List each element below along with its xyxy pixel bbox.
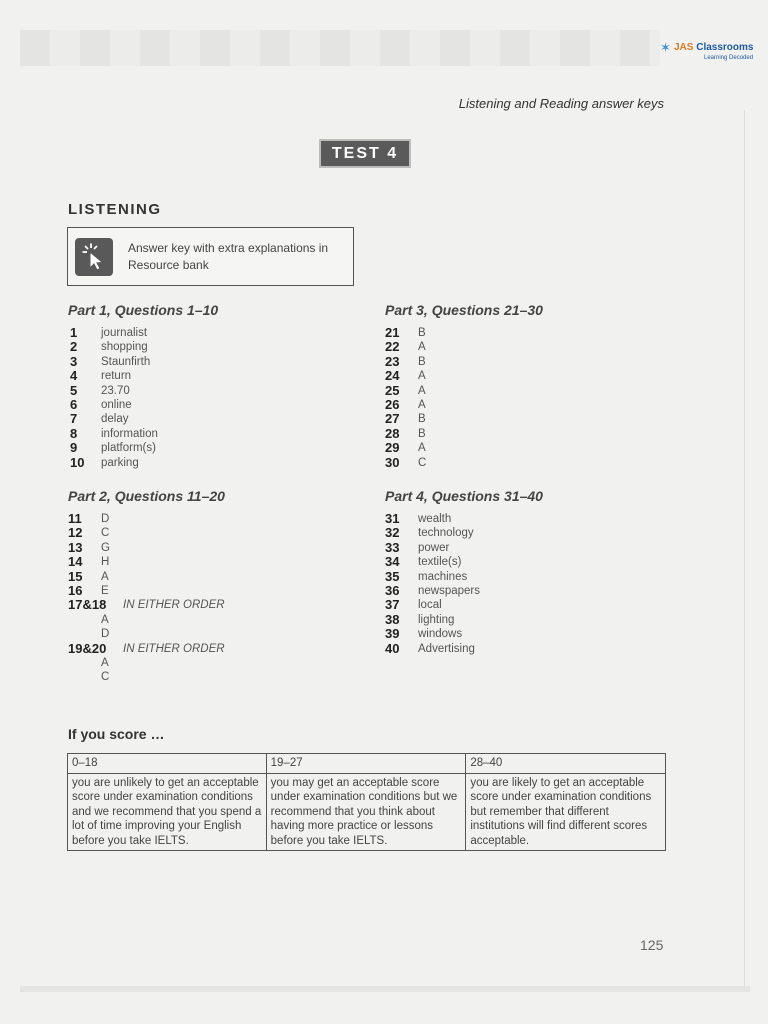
part-1-answers [70, 326, 250, 470]
question-number: 10 [70, 454, 85, 470]
answer-text: lighting [418, 613, 455, 626]
question-number: 13 [68, 539, 83, 555]
score-range-row [68, 754, 666, 774]
answer-row [70, 355, 250, 369]
answer-text: online [101, 398, 132, 411]
question-number: 5 [70, 382, 78, 398]
question-number: 27 [385, 411, 400, 427]
answer-row [70, 456, 250, 470]
score-advice-cell: you are likely to get an acceptable score under examination conditions but remember that different institutions will find different scores acceptable. [466, 773, 666, 851]
answer-row [385, 613, 585, 627]
answer-row [70, 369, 250, 383]
answer-row [68, 642, 268, 656]
question-number: 7 [70, 411, 78, 427]
answer-row [385, 412, 565, 426]
answer-row [385, 326, 565, 340]
question-number: 9 [70, 440, 78, 456]
answer-text: A [418, 370, 426, 383]
section-heading: LISTENING [68, 201, 162, 218]
answer-row [68, 598, 268, 612]
answer-text: H [101, 556, 110, 569]
part-2-answers [68, 512, 268, 685]
answer-row [385, 584, 585, 598]
star-logo-icon: ✶ [660, 40, 671, 55]
answer-text: B [418, 427, 426, 440]
question-number: 32 [385, 525, 400, 541]
answer-row [385, 384, 565, 398]
answer-text: C [101, 671, 110, 684]
answer-row [70, 340, 250, 354]
part-3-title: Part 3, Questions 21–30 [385, 302, 543, 318]
score-advice-cell: you are unlikely to get an acceptable score under examination conditions and we recommend that you spend a lot of time improving your English before you take IELTS. [68, 773, 267, 851]
answer-text: D [101, 513, 110, 525]
question-number: 22 [385, 339, 400, 355]
score-table [67, 753, 666, 851]
question-number: 35 [385, 568, 400, 584]
resource-bank-text: Answer key with extra explanations in Resource bank [128, 241, 329, 272]
answer-row [68, 656, 268, 670]
answer-row [70, 412, 250, 426]
answer-text: newspapers [418, 584, 481, 597]
question-number: 26 [385, 396, 400, 412]
question-number: 39 [385, 626, 400, 642]
answer-text: A [418, 341, 426, 354]
answer-text: 23.70 [101, 384, 130, 397]
question-number: 11 [68, 511, 82, 526]
part-2-title: Part 2, Questions 11–20 [68, 488, 225, 504]
answer-row [68, 627, 268, 641]
question-number: 34 [385, 554, 400, 570]
answer-text: power [418, 541, 450, 554]
score-advice-row [68, 773, 666, 851]
answer-row [385, 441, 565, 455]
question-number: 15 [68, 568, 83, 584]
logo-brand: JAS Classrooms [674, 42, 754, 53]
question-number: 14 [68, 554, 83, 570]
question-number: 38 [385, 611, 400, 627]
answer-text: B [418, 413, 426, 426]
answer-text: textile(s) [418, 556, 462, 569]
answer-row [68, 555, 268, 569]
question-number: 24 [385, 368, 400, 384]
answer-row [70, 326, 250, 340]
part-3-answers [385, 326, 565, 470]
question-number: 25 [385, 382, 400, 398]
score-range-cell: 19–27 [266, 754, 466, 774]
answer-row [68, 570, 268, 584]
question-number: 1 [70, 325, 78, 340]
answer-row [68, 613, 268, 627]
answer-text: A [101, 570, 109, 583]
answer-row [68, 584, 268, 598]
question-number: 3 [70, 353, 78, 369]
answer-text: A [418, 398, 426, 411]
answer-row [385, 355, 565, 369]
answer-row [385, 526, 585, 540]
question-number: 16 [68, 582, 83, 598]
question-number: 37 [385, 597, 400, 613]
question-number: 30 [385, 454, 400, 470]
part-4-title: Part 4, Questions 31–40 [385, 488, 543, 504]
answer-text: Advertising [418, 642, 475, 655]
answer-row [385, 541, 585, 555]
answer-row [70, 441, 250, 455]
jas-classrooms-logo [660, 42, 764, 66]
resource-bank-box [67, 227, 354, 286]
answer-row [385, 427, 565, 441]
answer-row [68, 512, 268, 526]
answer-row [385, 642, 585, 656]
answer-row [68, 526, 268, 540]
question-number: 2 [70, 339, 78, 355]
answer-text: Staunfirth [101, 355, 151, 368]
part-1-title: Part 1, Questions 1–10 [68, 302, 219, 318]
answer-row [385, 598, 585, 612]
answer-text: journalist [101, 327, 148, 339]
question-number: 17&18 [68, 597, 107, 613]
answer-text: A [101, 656, 109, 669]
answer-text: G [101, 541, 110, 554]
question-number: 8 [70, 425, 78, 441]
answer-text: E [101, 584, 109, 597]
answer-note: IN EITHER ORDER [123, 599, 225, 612]
answer-text: B [418, 327, 426, 339]
answer-text: technology [418, 527, 474, 540]
question-number: 31 [385, 511, 400, 526]
answer-text: machines [418, 570, 468, 583]
answer-row [68, 670, 268, 684]
question-number: 40 [385, 640, 400, 656]
question-number: 19&20 [68, 640, 107, 656]
question-number: 23 [385, 353, 400, 369]
answer-row [70, 427, 250, 441]
answer-text: information [101, 427, 158, 440]
answer-text: local [418, 599, 442, 612]
question-number: 12 [68, 525, 83, 541]
answer-row [385, 456, 565, 470]
question-number: 33 [385, 539, 400, 555]
score-range-cell: 28–40 [466, 754, 666, 774]
answer-row [385, 398, 565, 412]
answer-text: shopping [101, 341, 148, 354]
logo-tagline: Learning Decoded [704, 55, 754, 61]
question-number: 29 [385, 440, 400, 456]
answer-text: A [418, 384, 426, 397]
question-number: 6 [70, 396, 78, 412]
score-advice-cell: you may get an acceptable score under examination conditions but we recommend that you think about having more practice or lessons before you take IELTS. [266, 773, 466, 851]
test-badge: TEST 4 [319, 139, 411, 168]
answer-text: delay [101, 413, 129, 426]
answer-row [385, 627, 585, 641]
answer-text: return [101, 370, 132, 383]
score-heading: If you score … [68, 726, 165, 742]
answer-note: IN EITHER ORDER [123, 642, 225, 655]
question-number: 21 [385, 325, 400, 340]
score-range-cell: 0–18 [68, 754, 267, 774]
answer-row [70, 384, 250, 398]
cursor-click-icon [75, 238, 113, 276]
answer-row [70, 398, 250, 412]
answer-text: A [101, 613, 109, 626]
question-number: 28 [385, 425, 400, 441]
part-4-answers [385, 512, 585, 656]
answer-row [385, 555, 585, 569]
answer-text: C [101, 527, 110, 540]
running-header: Listening and Reading answer keys [458, 96, 664, 111]
question-number: 4 [70, 368, 78, 384]
answer-row [385, 512, 585, 526]
answer-row [68, 541, 268, 555]
answer-text: A [418, 442, 426, 455]
answer-text: B [418, 355, 426, 368]
answer-text: windows [418, 628, 463, 641]
scan-page-edge [744, 110, 745, 990]
cursor-click-icon-svg [75, 238, 113, 276]
answer-row [385, 340, 565, 354]
scan-bottom-band [20, 986, 750, 992]
answer-text: platform(s) [101, 442, 156, 455]
answer-row [385, 369, 565, 383]
answer-text: D [101, 628, 110, 641]
page-number: 125 [640, 937, 664, 953]
scan-top-band [20, 30, 660, 66]
question-number: 36 [385, 582, 400, 598]
answer-row [385, 570, 585, 584]
answer-text: wealth [418, 513, 452, 525]
answer-text: parking [101, 456, 139, 469]
answer-text: C [418, 456, 427, 469]
